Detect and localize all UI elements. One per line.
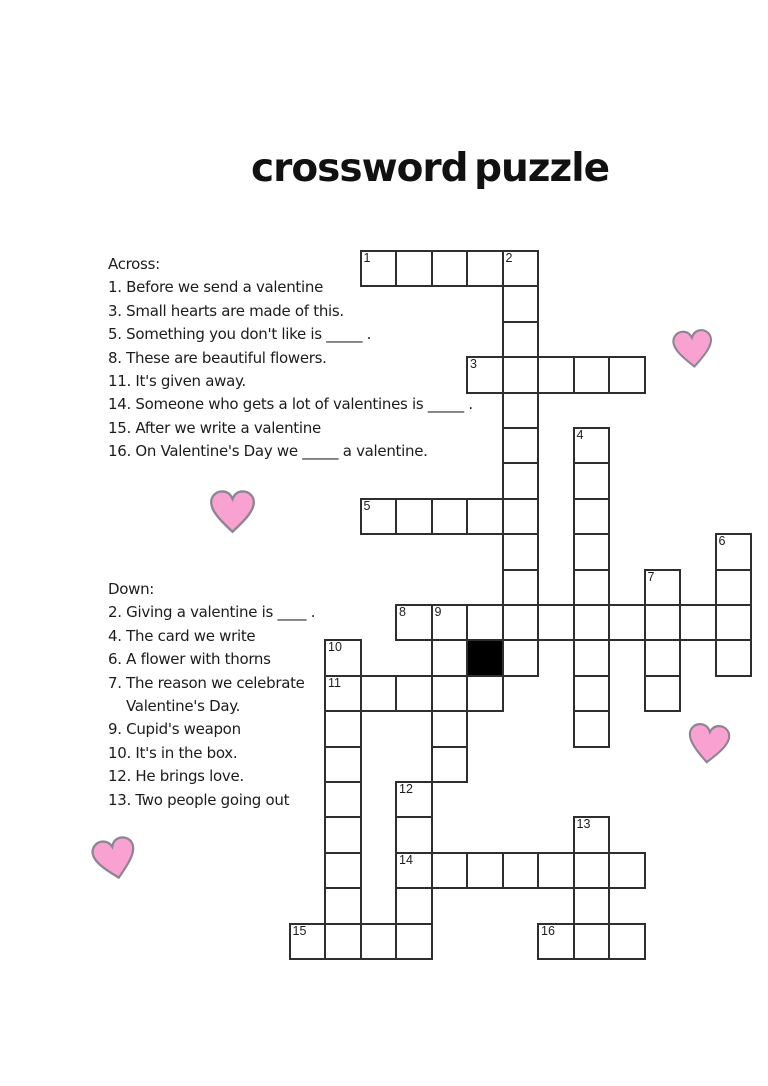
grid-cell[interactable] <box>573 533 611 570</box>
grid-cell[interactable] <box>395 816 433 853</box>
clue-line: 15. After we write a valentine <box>108 418 321 437</box>
grid-cell[interactable] <box>715 569 753 606</box>
grid-cell[interactable] <box>715 639 753 676</box>
grid-cell[interactable] <box>360 923 398 960</box>
grid-cell[interactable] <box>324 781 362 818</box>
cell-number: 15 <box>292 923 307 938</box>
blocked-cell <box>466 639 504 676</box>
grid-cell[interactable] <box>466 604 504 641</box>
grid-cell[interactable] <box>324 852 362 889</box>
grid-cell[interactable] <box>502 533 540 570</box>
grid-cell[interactable] <box>502 285 540 322</box>
grid-cell[interactable] <box>573 462 611 499</box>
grid-cell[interactable] <box>431 746 469 783</box>
clue-line: 13. Two people going out <box>108 790 290 809</box>
grid-cell[interactable] <box>431 710 469 747</box>
down-heading: Down: <box>108 580 155 598</box>
grid-cell[interactable] <box>537 852 575 889</box>
clue-line: 3. Small hearts are made of this. <box>108 301 344 320</box>
clue-line: Valentine's Day. <box>126 697 241 716</box>
grid-cell[interactable] <box>502 852 540 889</box>
clue-line: 10. It's in the box. <box>108 743 238 762</box>
grid-cell[interactable] <box>395 675 433 712</box>
grid-cell[interactable] <box>466 675 504 712</box>
grid-cell[interactable] <box>502 639 540 676</box>
grid-cell[interactable] <box>573 852 611 889</box>
grid-cell[interactable] <box>466 498 504 535</box>
heart-icon <box>84 830 145 890</box>
clue-line: 6. A flower with thorns <box>108 650 271 669</box>
cell-number: 7 <box>647 569 655 584</box>
grid-cell[interactable] <box>573 710 611 747</box>
clue-line: 1. Before we send a valentine <box>108 278 324 297</box>
clue-line: 2. Giving a valentine is ____ . <box>108 603 316 622</box>
grid-cell[interactable] <box>715 604 753 641</box>
cell-number: 11 <box>328 675 341 690</box>
clue-line: 8. These are beautiful flowers. <box>108 348 327 367</box>
grid-cell[interactable] <box>502 569 540 606</box>
grid-cell[interactable] <box>608 923 646 960</box>
grid-cell[interactable] <box>573 498 611 535</box>
grid-cell[interactable] <box>502 462 540 499</box>
grid-cell[interactable] <box>573 887 611 924</box>
page-title: crossword puzzle <box>251 146 610 191</box>
grid-cell[interactable] <box>537 604 575 641</box>
clue-line: 9. Cupid's weapon <box>108 720 241 739</box>
grid-cell[interactable] <box>360 675 398 712</box>
grid-cell[interactable] <box>537 356 575 393</box>
grid-cell[interactable] <box>395 498 433 535</box>
heart-icon <box>681 718 737 771</box>
grid-cell[interactable] <box>324 710 362 747</box>
clue-line: 7. The reason we celebrate <box>108 673 305 692</box>
clue-line: 14. Someone who gets a lot of valentines is _____ . <box>108 395 473 414</box>
grid-cell[interactable] <box>502 604 540 641</box>
grid-cell[interactable] <box>573 923 611 960</box>
grid-cell[interactable] <box>644 675 682 712</box>
cell-number: 9 <box>434 605 442 619</box>
cell-number: 12 <box>399 782 413 796</box>
cell-number: 2 <box>505 251 513 265</box>
clue-line: 4. The card we write <box>108 626 256 645</box>
grid-cell[interactable] <box>395 923 433 960</box>
grid-cell[interactable] <box>324 816 362 853</box>
grid-cell[interactable] <box>324 887 362 924</box>
cell-number: 5 <box>363 498 371 513</box>
grid-cell[interactable] <box>608 356 646 393</box>
grid-cell[interactable] <box>502 427 540 464</box>
clue-line: 16. On Valentine's Day we _____ a valentine. <box>108 442 428 461</box>
grid-cell[interactable] <box>395 887 433 924</box>
clue-line: 12. He brings love. <box>108 767 244 786</box>
grid-cell[interactable] <box>573 675 611 712</box>
cell-number: 13 <box>576 817 591 832</box>
cell-number: 4 <box>576 428 584 442</box>
cell-number: 10 <box>328 640 342 655</box>
grid-cell[interactable] <box>608 604 646 641</box>
cell-number: 6 <box>718 534 726 549</box>
heart-icon <box>206 487 259 539</box>
clue-line: 5. Something you don't like is _____ . <box>108 325 372 344</box>
grid-cell[interactable] <box>608 852 646 889</box>
grid-cell[interactable] <box>573 569 611 606</box>
grid-cell[interactable] <box>395 250 433 287</box>
grid-cell[interactable] <box>431 675 469 712</box>
grid-cell[interactable] <box>502 356 540 393</box>
grid-cell[interactable] <box>466 250 504 287</box>
grid-cell[interactable] <box>644 604 682 641</box>
grid-cell[interactable] <box>679 604 717 641</box>
grid-cell[interactable] <box>502 321 540 358</box>
across-heading: Across: <box>108 255 160 273</box>
grid-cell[interactable] <box>502 392 540 429</box>
grid-cell[interactable] <box>573 604 611 641</box>
heart-icon <box>666 325 720 375</box>
cell-number: 3 <box>470 357 477 372</box>
grid-cell[interactable] <box>466 852 504 889</box>
grid-cell[interactable] <box>573 639 611 676</box>
cell-number: 8 <box>399 605 406 619</box>
grid-cell[interactable] <box>502 498 540 535</box>
clue-line: 11. It's given away. <box>108 372 246 391</box>
grid-cell[interactable] <box>573 356 611 393</box>
grid-cell[interactable] <box>431 639 469 676</box>
grid-cell[interactable] <box>324 923 362 960</box>
cell-number: 14 <box>399 852 413 867</box>
cell-number: 16 <box>541 923 555 938</box>
grid-cell[interactable] <box>644 639 682 676</box>
cell-number: 1 <box>363 251 371 265</box>
grid-cell[interactable] <box>431 250 469 287</box>
grid-cell[interactable] <box>431 498 469 535</box>
grid-cell[interactable] <box>431 852 469 889</box>
grid-cell[interactable] <box>324 746 362 783</box>
